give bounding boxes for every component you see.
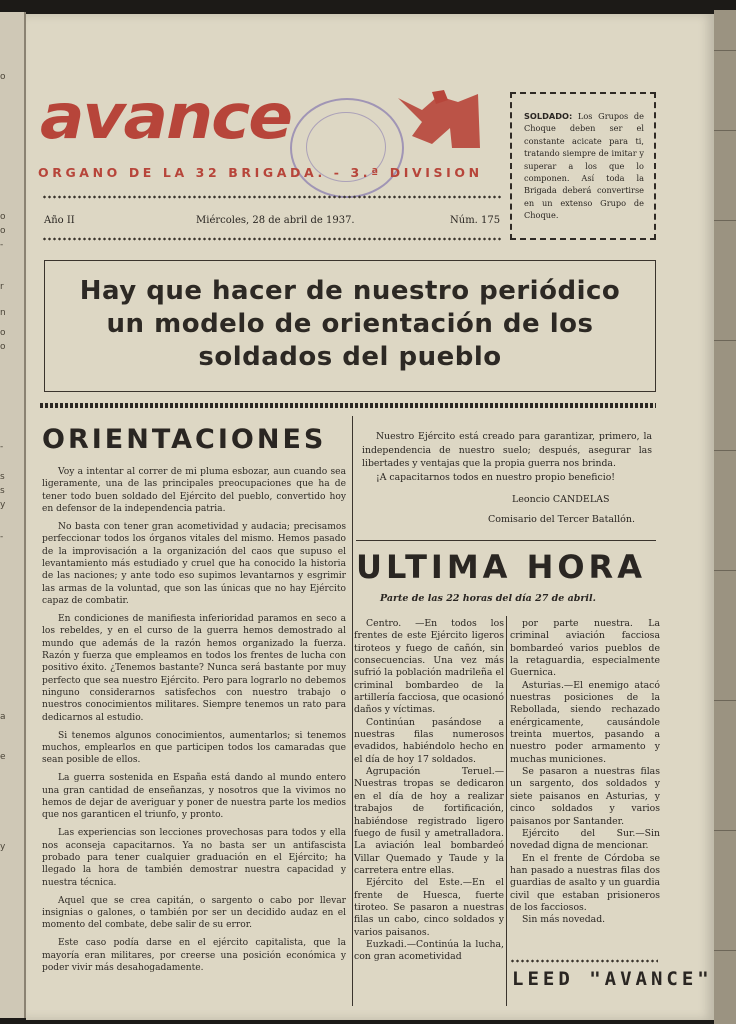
ultima-hora-col-2: [510, 618, 660, 927]
margin-char: a: [0, 712, 6, 722]
soldado-notice-box: [510, 92, 656, 240]
author-role: Comisario del Tercer Batallón.: [488, 514, 635, 525]
margin-char: -: [0, 442, 4, 452]
paragraph: Nuestro Ejército está creado para garantizar, primero, la independencia de nuestro suelo; después, asegurar las libertades y ventajas que la propia guerra nos brinda.: [362, 431, 652, 469]
paragraph: Ejército del Sur.—Sin novedad digna de mencionar.: [510, 827, 660, 852]
orientaciones-body: [42, 466, 346, 980]
paragraph: Este caso podía darse en el ejército capitalista, que la mayoría eran militares, por creerse una posición económica y poder vivir más desahogadamente.: [42, 938, 346, 973]
paragraph: En condiciones de manifiesta inferioridad paramos en seco a los rebeldes, y en el curso de la guerra hemos demostrado al mundo que además de la razón hemos organizado la fuerza. Razón y fuerza que empleamos en todos los frentes de lucha con positivo éxito. ¿Tenemos bastante? Nunca será bastante por muy perfecto que sea nuestro Ejército. Pero para lograrlo no debemos ninguno considerarnos satisfechos con nuestro trabajo o nuestros conocimientos militares. Siempre tenemos un rato para dedicarnos al estudio.: [42, 613, 346, 723]
ultima-hora-col-1: [354, 618, 504, 964]
paragraph: Aquel que se crea capitán, o sargento o cabo por llevar insignias o galones, o también por ser un decidido audaz en el momento del combate, debe salir de su error.: [42, 895, 346, 931]
author-name: Leoncio CANDELAS: [512, 494, 610, 505]
paragraph: por parte nuestra. La criminal aviación facciosa bombardeó varios pueblos de la retaguardia, especialmente Guernica.: [510, 618, 660, 679]
paragraph: Centro. —En todos los frentes de este Ejército ligeros tiroteos y fuego de cañón, sin consecuencias. Una vez más sufrió la población madrileña el criminal bombardeo de la artillería facciosa, que ocasionó daños y víctimas.: [354, 618, 504, 716]
headline-line: soldados del pueblo: [198, 342, 502, 372]
paragraph: Asturias.—El enemigo atacó nuestras posiciones de la Rebollada, siendo rechazado enérgicamente, causándole treinta muertos, pasando a nuestro poder armamento y muchas municiones.: [510, 679, 660, 765]
column-rule: [506, 616, 507, 1006]
previous-page-edge: [0, 12, 26, 1018]
orientaciones-title: ORIENTACIONES: [42, 424, 327, 455]
headline-line: Hay que hacer de nuestro periódico: [79, 276, 621, 306]
paragraph: Agrupación Teruel.—Nuestras tropas se dedicaron en el día de hoy a realizar trabajos de fortificación, habiéndose registrado ligero fuego de fusil y ametralladora. La aviación leal bombardeó Villar Quemado y Taude y la carretera entre ellas.: [354, 766, 504, 876]
orientaciones-continuation: [362, 430, 652, 484]
margin-char: -: [0, 532, 4, 542]
paragraph: Las experiencias son lecciones provechosas para todos y ella nos aconseja capacitarnos. Ya no basta ser un antifascista probado para tener cualquier graduación en el Ejército; ha llegado la hora de también demostrar nuestra capacidad y nuestra técnica.: [42, 828, 346, 888]
paragraph: Euzkadi.—Continúa la lucha, con gran acometividad: [354, 938, 504, 963]
paragraph: Si tenemos algunos conocimientos, aumentarlos; si tenemos muchos, emplearlos en que participen todos los camaradas que sean posible de ellos.: [42, 730, 346, 766]
paragraph: Se pasaron a nuestras filas un sargento, dos soldados y siete paisanos en Asturias, y cinco soldados y varios paisanos por Santander.: [510, 766, 660, 827]
margin-char: r: [0, 282, 4, 292]
margin-char: o: [0, 212, 6, 222]
margin-char: o: [0, 226, 6, 236]
paragraph: En el frente de Córdoba se han pasado a nuestras filas dos guardias de asalto y un guardia civil que estaban prisioneros de los facciosos.: [510, 852, 660, 913]
margin-char: -: [0, 240, 4, 250]
paragraph: Voy a intentar al correr de mi pluma esbozar, aun cuando sea ligeramente, una de las principales preocupaciones que ha de tener todo buen soldado del Ejército del pueblo, convertido hoy en defensor de la independencia patria.: [42, 467, 346, 515]
paragraph: Continúan pasándose a nuestras filas numerosos evadidos, habiéndolo hecho en el día de hoy 17 soldados.: [354, 716, 504, 765]
closing-line: ¡A capacitarnos todos en nuestro propio beneficio!: [376, 471, 616, 483]
soldado-lead: SOLDADO:: [524, 111, 573, 121]
paragraph: Ejército del Este.—En el frente de Huesca, fuerte tiroteo. Se pasaron a nuestras filas un cabo, cinco soldados y varios paisanos.: [354, 877, 504, 938]
column-rule: [352, 416, 353, 1006]
organ-line: ORGANO DE LA 32 BRIGADA. - 3.ª DIVISION: [38, 165, 483, 180]
margin-char: n: [0, 308, 6, 318]
slogan-border: [510, 958, 658, 964]
margin-char: e: [0, 752, 6, 762]
margin-char: y: [0, 842, 6, 852]
section-rule: [356, 540, 656, 541]
library-stamp: [290, 98, 404, 198]
issue-date: Miércoles, 28 de abril de 1937.: [196, 215, 355, 226]
margin-char: s: [0, 486, 5, 496]
leed-avance-slogan: LEED "AVANCE": [512, 968, 713, 990]
masthead-logo: avance: [40, 79, 291, 154]
margin-char: y: [0, 500, 6, 510]
paragraph: Sin más novedad.: [522, 914, 606, 926]
masthead-border-bottom: [42, 236, 502, 242]
paragraph: No basta con tener gran acometividad y audacia; precisamos perfeccionar todos los órganos vitales del mismo. Hemos pasado de la improvisación a la organización del caos que supuso el levantamiento más estudiado y cruel que ha conocido la historia de las naciones; y ante todo eso supimos levantarnos y esgrimir las armas de la voluntad, que son las únicas que no hay Ejército capaz de combatir.: [42, 521, 346, 607]
paragraph: La guerra sostenida en España está dando al mundo entero una gran cantidad de enseñanzas, y nosotros que la vivimos no hemos de dejar de averiguar y poner de nuestra parte los medios que nos garanticen el triunfo, y pronto.: [42, 773, 346, 821]
soldier-figure-icon: [392, 88, 484, 154]
ultima-hora-title: ULTIMA HORA: [356, 548, 646, 586]
stacked-pages-edge: [714, 10, 736, 1024]
margin-char: o: [0, 342, 6, 352]
ultima-hora-subtitle: Parte de las 22 horas del día 27 de abril.: [380, 593, 596, 604]
soldado-text: Los Grupos de Choque deben ser el constante acicate para ti, tratando siempre de imitar y superar a los que lo componen. Así toda la Brigada deberá convertirse en un extenso Grupo de Choque.: [524, 111, 644, 221]
masthead-border-top: [42, 194, 502, 200]
main-headline: [44, 260, 656, 392]
headline-line: un modelo de orientación de los: [106, 309, 594, 339]
issue-year: Año II: [44, 215, 75, 226]
margin-char: s: [0, 472, 5, 482]
section-divider: [40, 403, 656, 408]
margin-char: o: [0, 72, 6, 82]
issue-number: Núm. 175: [450, 215, 501, 226]
margin-char: o: [0, 328, 6, 338]
